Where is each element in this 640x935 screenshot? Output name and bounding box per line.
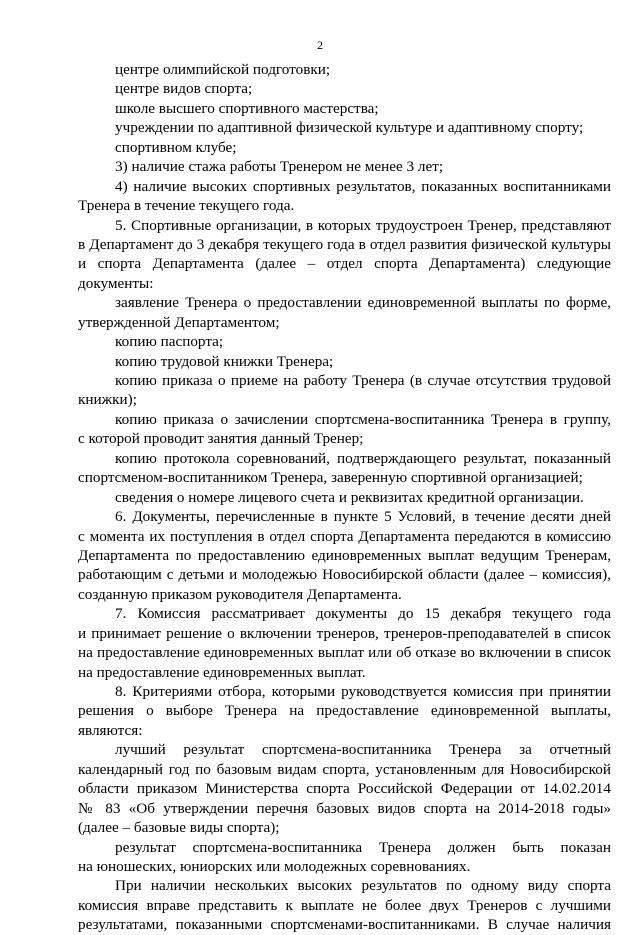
text-line: 5. Спортивные организации, в которых трудоустроен Тренер, представляют [115, 216, 611, 234]
text-line: При наличии нескольких высоких результатов по одному виду спорта [115, 877, 611, 895]
text-line: книжки); [78, 391, 137, 409]
text-line: лучший результат спортсмена-воспитанника Тренера за отчетный [115, 741, 611, 759]
text-line: копию приказа о приеме на работу Тренера (в случае отсутствия трудовой [115, 372, 611, 389]
text-line: 7. Комиссия рассматривает документы до 15 декабря текущего года [115, 605, 611, 623]
text-line: с которой проводит занятия данный Тренер; [78, 430, 364, 448]
document-body [78, 60, 611, 935]
text-line: копию трудовой книжки Тренера; [115, 352, 334, 370]
text-line: сведения о номере лицевого счета и реквизитах кредитной организации. [115, 488, 584, 506]
text-line: учреждении по адаптивной физической культуре и адаптивному спорту; [115, 119, 584, 137]
text-line: утвержденной Департаментом; [78, 313, 280, 331]
text-line: 6. Документы, перечисленные в пункте 5 Условий, в течение десяти дней [115, 508, 611, 526]
text-line: календарный год по базовым видам спорта, установленным для Новосибирской [78, 760, 611, 778]
text-line: комиссия вправе представить к выплате не более двух Тренеров с лучшими [78, 896, 611, 914]
text-line: в Департамент до 3 декабря текущего года в отдел развития физической культуры [78, 235, 611, 253]
text-line: на предоставление единовременных выплат. [78, 663, 366, 681]
text-line: центре олимпийской подготовки; [115, 61, 331, 78]
text-line: документы: [78, 274, 154, 292]
text-line: спортсменом-воспитанником Тренера, заверенную спортивной организацией; [78, 469, 583, 487]
text-line: копию протокола соревнований, подтверждающего результат, показанный [115, 449, 611, 467]
text-line: с момента их поступления в отдел спорта Департамента передаются в комиссию [78, 527, 611, 545]
text-line: на юношеских, юниорских или молодежных соревнованиях. [78, 857, 471, 875]
text-line: решения о выборе Тренера на предоставление единовременной выплаты, [78, 702, 611, 720]
text-line: и принимает решение о включении тренеров, тренеров-преподавателей в список [78, 624, 611, 642]
text-line: (далее – базовые виды спорта); [78, 819, 280, 837]
text-line: центре видов спорта; [115, 80, 253, 98]
text-line: результатами, показанными спортсменами-воспитанниками. В случае наличия [78, 916, 611, 934]
text-line: заявление Тренера о предоставлении единовременной выплаты по форме, [115, 294, 611, 312]
page-number: 2 [317, 38, 323, 52]
text-line: спортивном клубе; [115, 138, 237, 156]
text-line: 4) наличие высоких спортивных результатов, показанных воспитанниками [115, 177, 611, 195]
text-line: копию приказа о зачислении спортсмена-воспитанника Тренера в группу, [115, 410, 611, 428]
text-line: являются: [78, 721, 143, 739]
text-line: и спорта Департамента (далее – отдел спорта Департамента) следующие [78, 255, 611, 273]
text-line: работающим с детьми и молодежью Новосибирской области (далее – комиссия), [78, 566, 611, 584]
text-line: 3) наличие стажа работы Тренером не менее 3 лет; [115, 158, 444, 176]
text-line: школе высшего спортивного мастерства; [115, 99, 379, 117]
text-line: созданную приказом руководителя Департамента. [78, 585, 402, 603]
text-line: копию паспорта; [115, 333, 224, 351]
text-line: области приказом Министерства спорта Российской Федерации от 14.02.2014 [78, 780, 611, 798]
text-line: Департамента по предоставлению единовременных выплат ведущим Тренерам, [78, 546, 611, 564]
text-line: 8. Критериями отбора, которыми руководствуется комиссия при принятии [115, 683, 611, 700]
text-line: № 83 «Об утверждении перечня базовых видов спорта на 2014-2018 годы» [78, 799, 611, 817]
text-line: на предоставление единовременных выплат или об отказе во включении в список [78, 644, 611, 662]
text-line: результат спортсмена-воспитанника Тренера должен быть показан [115, 838, 611, 856]
text-line: Тренера в течение текущего года. [78, 197, 295, 215]
